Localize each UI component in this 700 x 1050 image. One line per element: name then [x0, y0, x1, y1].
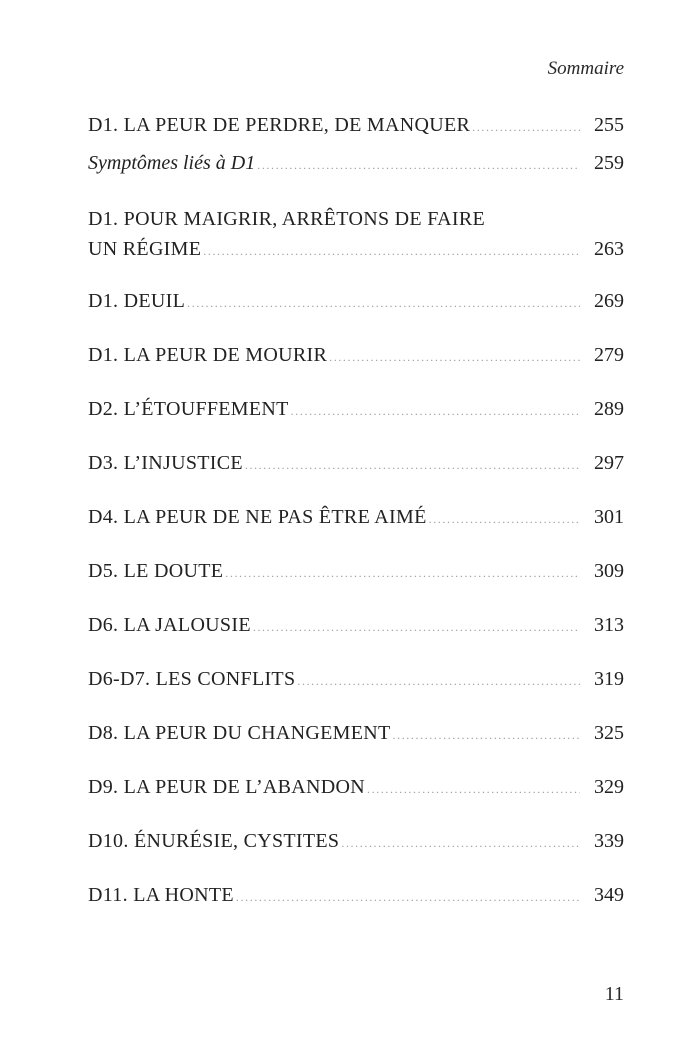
toc-entry-page: 309	[594, 560, 624, 582]
toc-entry-page: 325	[594, 722, 624, 744]
page-number: 11	[604, 983, 624, 1005]
toc-entry[interactable]	[88, 718, 624, 750]
toc-entry-page: 301	[594, 506, 624, 528]
toc-entry-title-line2: UN RÉGIME	[88, 238, 202, 260]
toc-entry-page: 339	[594, 830, 624, 852]
toc-entry-page: 289	[594, 398, 624, 420]
toc-entry-page: 269	[594, 290, 624, 312]
toc-entry-page: 349	[594, 884, 624, 906]
toc-entry-page: 313	[594, 614, 624, 636]
dot-leader	[393, 720, 581, 750]
dot-leader	[429, 504, 580, 534]
toc-entry[interactable]	[88, 502, 624, 534]
dot-leader	[257, 150, 580, 180]
toc-entry[interactable]	[88, 880, 624, 912]
toc-entry-title: D11. LA HONTE	[88, 884, 234, 906]
toc-entry-page: 255	[594, 114, 624, 136]
toc-entry-title: D9. LA PEUR DE L’ABANDON	[88, 776, 366, 798]
dot-leader	[245, 450, 580, 480]
toc-entry-title: D8. LA PEUR DU CHANGEMENT	[88, 722, 391, 744]
toc-entry[interactable]	[88, 556, 624, 588]
toc-entry[interactable]	[88, 204, 624, 266]
toc-entry-page: 279	[594, 344, 624, 366]
dot-leader	[472, 112, 580, 142]
toc-entry-page: 319	[594, 668, 624, 690]
dot-leader	[291, 396, 580, 426]
toc-entry-title: D4. LA PEUR DE NE PAS ÊTRE AIMÉ	[88, 506, 427, 528]
dot-leader	[203, 236, 580, 266]
toc-entry[interactable]	[88, 826, 624, 858]
toc-entry-title: D6-D7. LES CONFLITS	[88, 668, 296, 690]
dot-leader	[367, 774, 580, 804]
toc-entry[interactable]	[88, 110, 624, 142]
toc-entry-page: 263	[594, 238, 624, 260]
toc-entry[interactable]	[88, 610, 624, 642]
toc-entry-title: D1. LA PEUR DE MOURIR	[88, 344, 328, 366]
toc-entry-page: 329	[594, 776, 624, 798]
dot-leader	[341, 828, 580, 858]
toc-entry-title-line1: D1. POUR MAIGRIR, ARRÊTONS DE FAIRE	[88, 208, 486, 230]
dot-leader	[225, 558, 580, 588]
toc-entry[interactable]	[88, 148, 624, 180]
dot-leader	[253, 612, 580, 642]
toc-entry-title: D2. L’ÉTOUFFEMENT	[88, 398, 289, 420]
toc-entry-page: 297	[594, 452, 624, 474]
toc-entry[interactable]	[88, 286, 624, 318]
toc-entry[interactable]	[88, 394, 624, 426]
toc-entry-title: Symptômes liés à D1	[88, 152, 256, 174]
dot-leader	[329, 342, 580, 372]
toc-entry-title: D1. DEUIL	[88, 290, 186, 312]
toc-entry-title: D6. LA JALOUSIE	[88, 614, 251, 636]
dot-leader	[187, 288, 580, 318]
dot-leader	[236, 882, 580, 912]
toc-entry-title: D1. LA PEUR DE PERDRE, DE MANQUER	[88, 114, 471, 136]
toc-entry-title: D10. ÉNURÉSIE, CYSTITES	[88, 830, 340, 852]
toc-entry[interactable]	[88, 772, 624, 804]
toc-entry[interactable]	[88, 448, 624, 480]
running-head: Sommaire	[547, 58, 624, 79]
toc-entry-title: D3. L’INJUSTICE	[88, 452, 243, 474]
toc-entry-page: 259	[594, 152, 624, 174]
toc-entry-title: D5. LE DOUTE	[88, 560, 224, 582]
toc-entry[interactable]	[88, 664, 624, 696]
dot-leader	[297, 666, 580, 696]
toc-entry[interactable]	[88, 340, 624, 372]
